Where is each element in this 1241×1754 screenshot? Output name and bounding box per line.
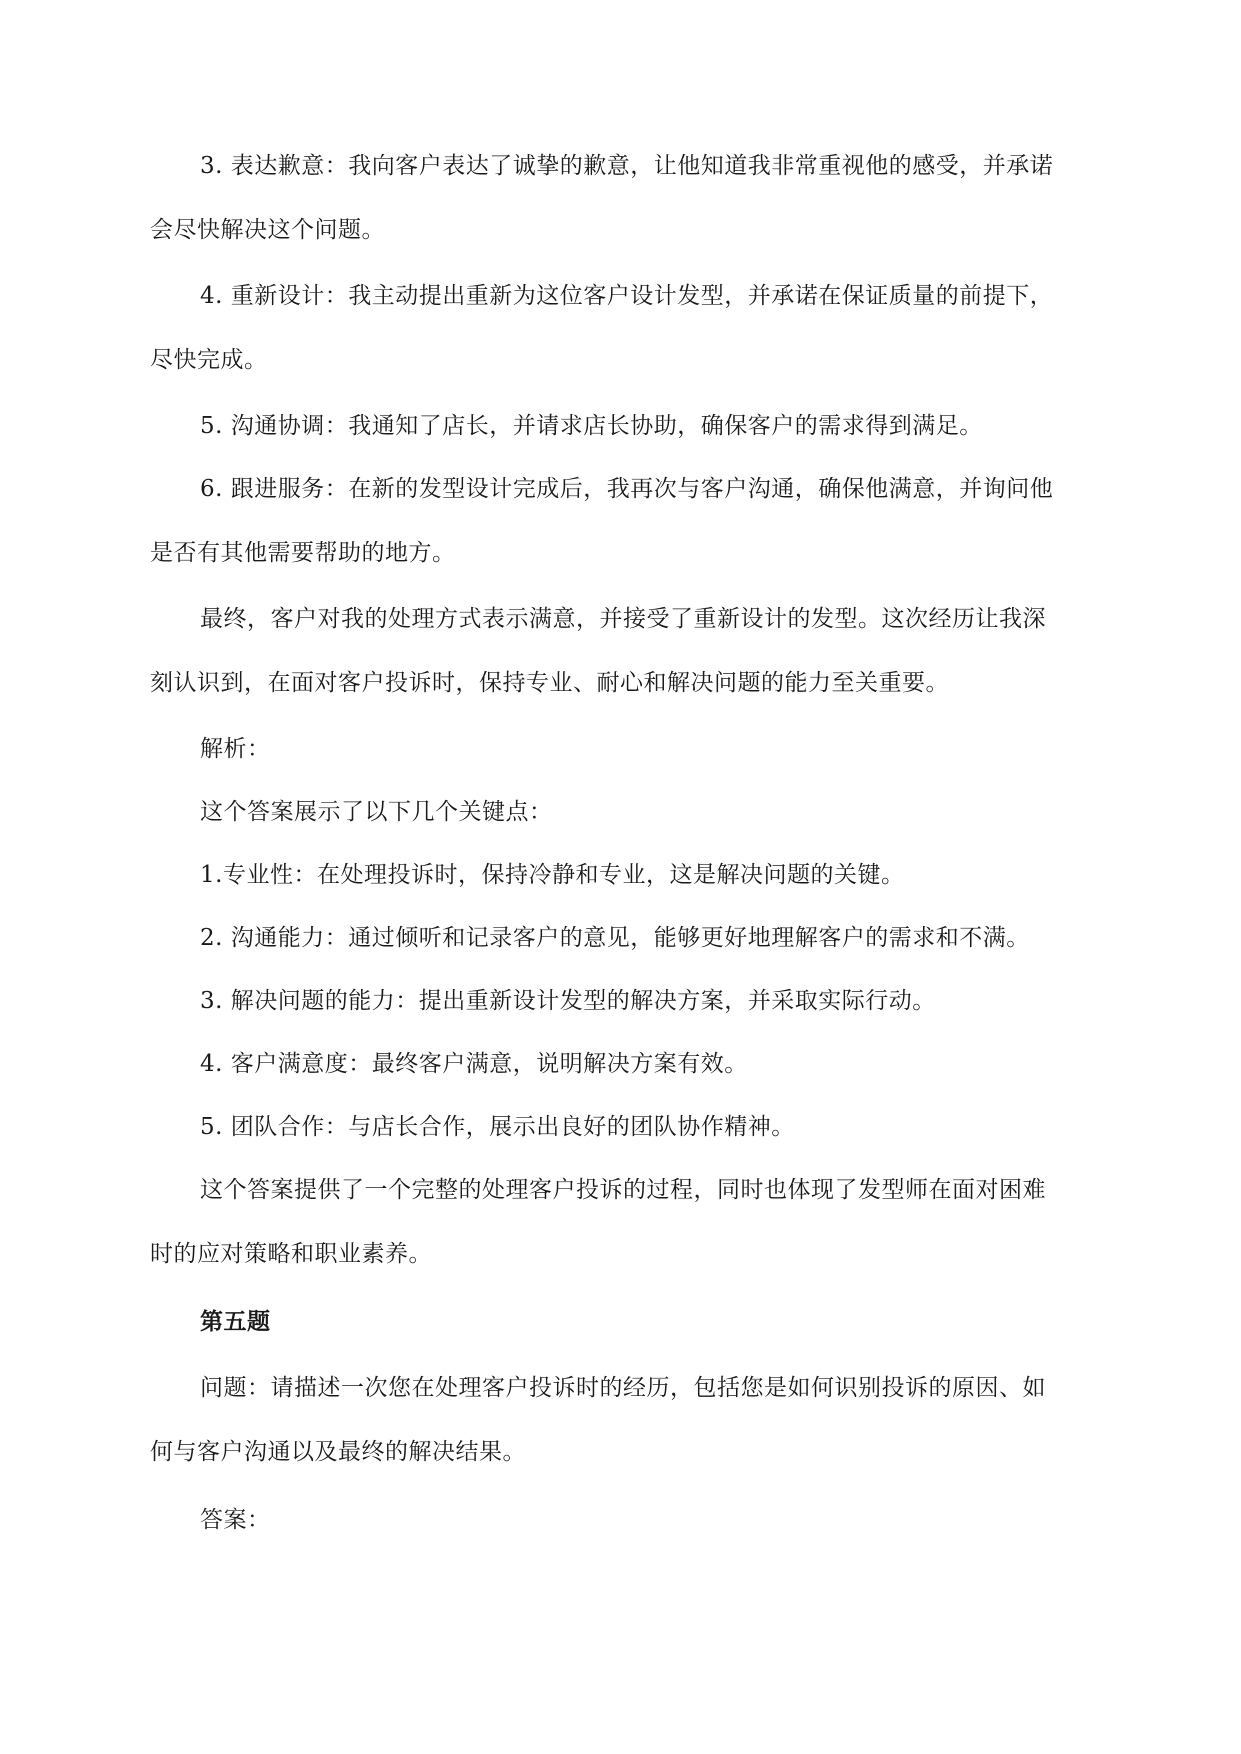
text-line: 这个答案提供了一个完整的处理客户投诉的过程，同时也体现了发型师在面对困难 — [200, 1177, 1046, 1203]
paragraph-answer-label — [150, 1488, 1090, 1552]
text-line: 答案： — [200, 1507, 271, 1533]
text-line: 刻认识到，在面对客户投诉时，保持专业、耐心和解决问题的能力至关重要。 — [150, 670, 949, 696]
text-line: 解析： — [200, 736, 271, 762]
paragraph-redesign — [150, 264, 1090, 392]
text-line: 6. 跟进服务：在新的发型设计完成后，我再次与客户沟通，确保他满意，并询问他 — [200, 476, 1054, 502]
text-line: 4. 客户满意度：最终客户满意，说明解决方案有效。 — [200, 1051, 748, 1077]
text-line: 1.专业性：在处理投诉时，保持冷静和专业，这是解决问题的关键。 — [200, 862, 905, 888]
list-item-communication — [150, 906, 1090, 970]
paragraph-apology — [150, 134, 1090, 262]
text-line: 3. 表达歉意：我向客户表达了诚挚的歉意，让他知道我非常重视他的感受，并承诺 — [200, 153, 1054, 179]
text-line: 4. 重新设计：我主动提出重新为这位客户设计发型，并承诺在保证质量的前提下， — [200, 283, 1054, 309]
text-line: 2. 沟通能力：通过倾听和记录客户的意见，能够更好地理解客户的需求和不满。 — [200, 925, 1030, 951]
text-line: 3. 解决问题的能力：提出重新设计发型的解决方案，并采取实际行动。 — [200, 988, 936, 1014]
text-line: 尽快完成。 — [150, 347, 268, 373]
list-item-satisfaction — [150, 1032, 1090, 1096]
paragraph-coordination — [150, 394, 1090, 458]
paragraph-key-points-intro — [150, 780, 1090, 844]
list-item-teamwork — [150, 1095, 1090, 1159]
text-line: 第五题 — [200, 1309, 271, 1335]
paragraph-analysis-label — [150, 717, 1090, 781]
section-heading — [150, 1290, 1090, 1354]
text-line: 会尽快解决这个问题。 — [150, 217, 385, 243]
text-line: 5. 沟通协调：我通知了店长，并请求店长协助，确保客户的需求得到满足。 — [200, 413, 983, 439]
list-item-professionalism — [150, 843, 1090, 907]
text-line: 时的应对策略和职业素养。 — [150, 1241, 432, 1267]
paragraph-conclusion — [150, 587, 1090, 715]
text-line: 最终，客户对我的处理方式表示满意，并接受了重新设计的发型。这次经历让我深 — [200, 606, 1046, 632]
paragraph-question — [150, 1356, 1090, 1484]
text-line: 5. 团队合作：与店长合作，展示出良好的团队协作精神。 — [200, 1114, 795, 1140]
text-line: 这个答案展示了以下几个关键点： — [200, 799, 553, 825]
paragraph-summary — [150, 1158, 1090, 1286]
text-line: 是否有其他需要帮助的地方。 — [150, 540, 456, 566]
list-item-problem-solving — [150, 969, 1090, 1033]
text-line: 何与客户沟通以及最终的解决结果。 — [150, 1439, 526, 1465]
paragraph-follow-up — [150, 457, 1090, 585]
text-line: 问题：请描述一次您在处理客户投诉时的经历，包括您是如何识别投诉的原因、如 — [200, 1375, 1046, 1401]
